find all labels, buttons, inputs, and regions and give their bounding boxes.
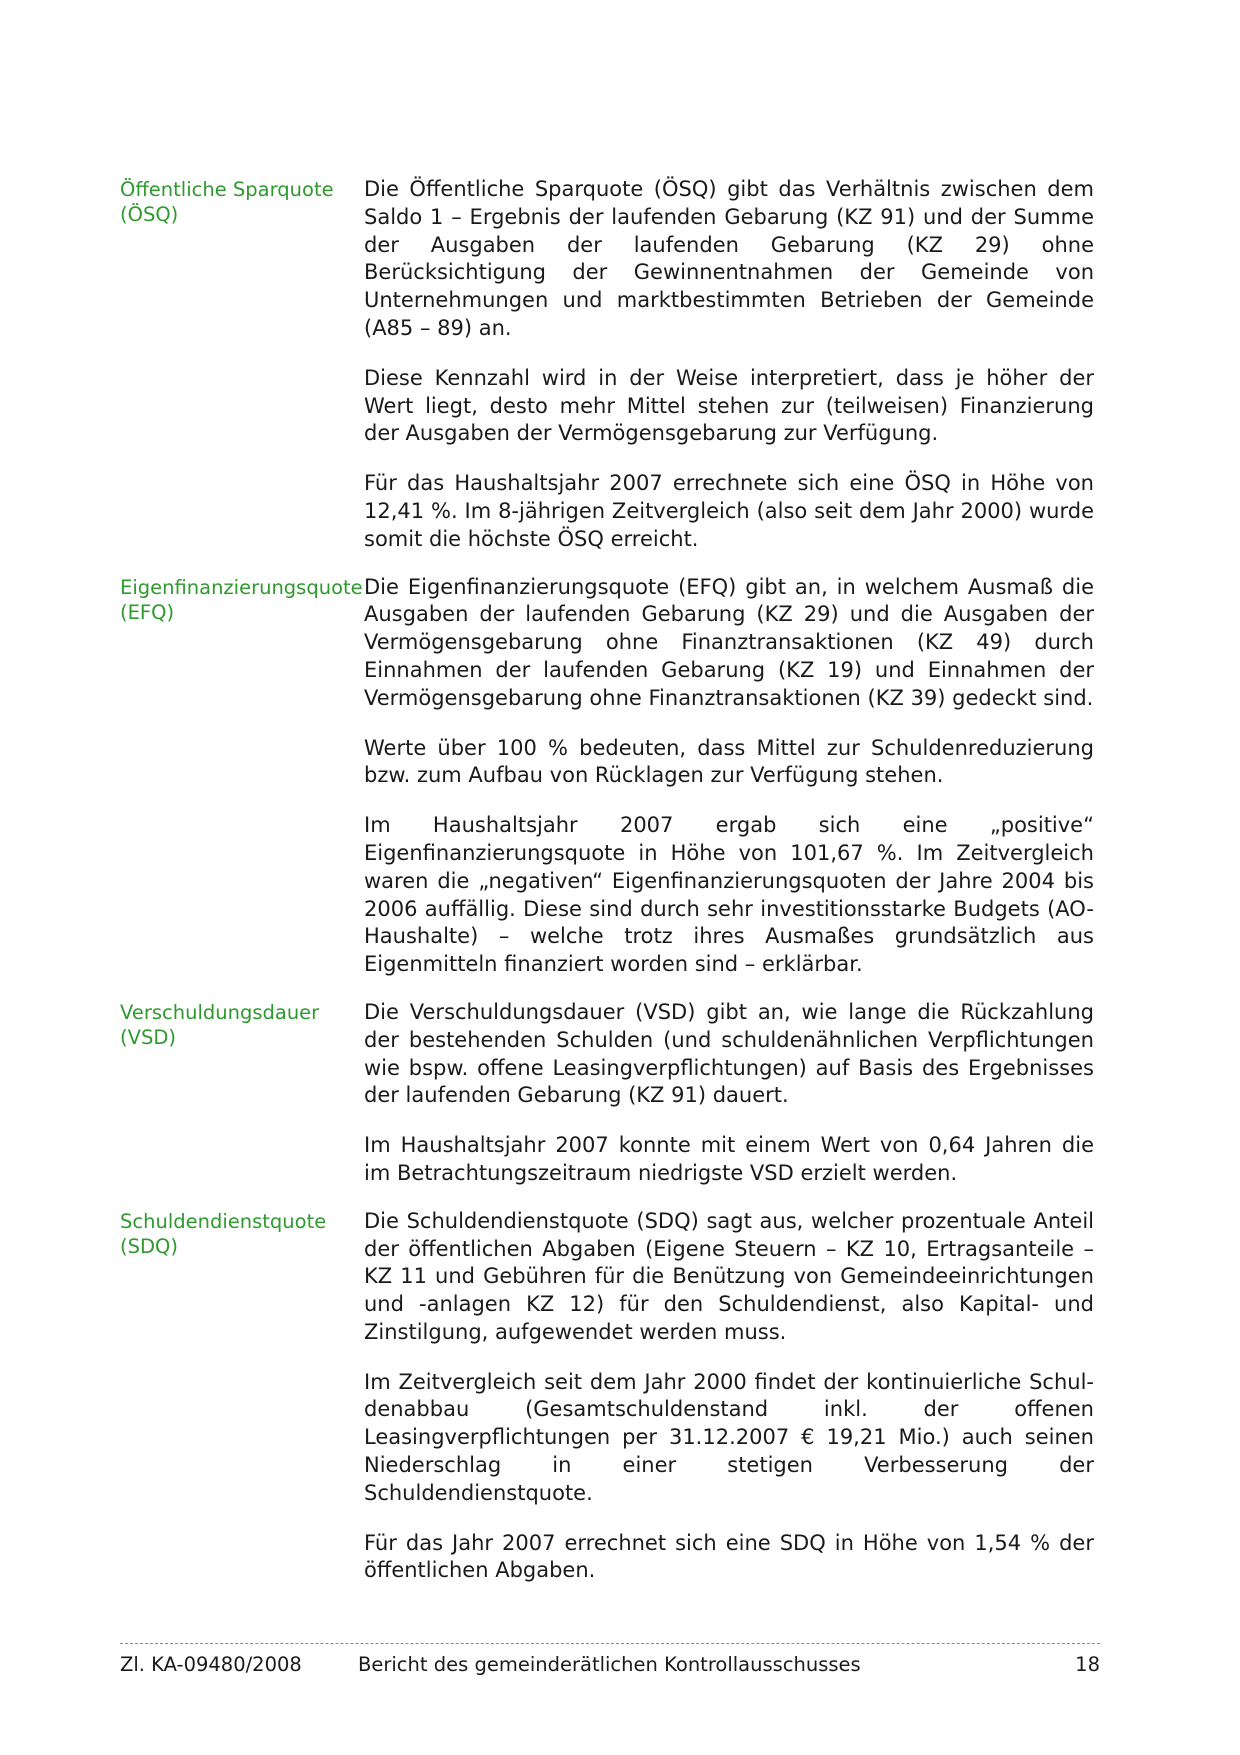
section-label bbox=[120, 1208, 364, 1259]
section-label-term: Verschuldungsdauer bbox=[120, 1000, 320, 1024]
section-body bbox=[364, 999, 1094, 1188]
section-label-abbreviation: (ÖSQ) bbox=[120, 203, 179, 226]
paragraph: Die Verschuldungsdauer (VSD) gibt an, wie lange die Rückzahlung der bestehenden Schulden (und schuldenähnlichen Verpflichtungen wie bspw. offene Leasingverpflichtungen) auf Basis des Ergebnisses der laufenden Gebarung (KZ 91) dauert. bbox=[364, 999, 1094, 1108]
section-label-term: Eigenfinanzierungsquote bbox=[120, 575, 363, 599]
paragraph: Für das Haushaltsjahr 2007 errechnete sich eine ÖSQ in Höhe von 12,41 %. Im 8-jährigen Zeitvergleich (also seit dem Jahr 2000) wurde somit die höchste ÖSQ erreicht. bbox=[364, 471, 1094, 551]
paragraph: Die Schuldendienstquote (SDQ) sagt aus, welcher prozentuale Anteil der öffentlichen Abgaben (Eigene Steuern – KZ 10, Ertragsanteile – KZ 11 und Gebühren für die Benützung von Gemeindeeinrichtungen und -anlagen KZ 12) für den Schuldendienst, also Kapital- und Zinstilgung, aufgewendet werden muss. bbox=[364, 1208, 1094, 1344]
section-label-term: Öffentliche Sparquote bbox=[120, 178, 334, 201]
section-oesq bbox=[120, 176, 1100, 554]
section-label-abbreviation: (SDQ) bbox=[120, 1234, 178, 1258]
paragraph: Die Eigenfinanzierungsquote (EFQ) gibt an, in welchem Ausmaß die Ausgaben der laufenden Gebarung (KZ 29) und die Ausgaben der Vermögensgebarung ohne Finanztransaktionen (KZ 49) durch Einnahmen der laufenden Gebarung (KZ 19) und Einnahmen der Vermögensgebarung ohne Finanztransaktionen (KZ 39) gedeckt sind. bbox=[364, 574, 1094, 710]
section-body bbox=[364, 574, 1094, 979]
paragraph: Diese Kennzahl wird in der Weise interpretiert, dass je höher der Wert liegt, desto mehr Mittel stehen zur (teilweisen) Finanzierung der Ausgaben der Vermögensgebarung zur Verfügung. bbox=[364, 365, 1094, 446]
page-content bbox=[120, 176, 1100, 1585]
section-label bbox=[120, 574, 364, 625]
section-body bbox=[364, 176, 1094, 554]
page-number: 18 bbox=[1075, 1653, 1100, 1676]
section-efq bbox=[120, 574, 1100, 979]
section-body bbox=[364, 1208, 1094, 1586]
paragraph: Für das Jahr 2007 errechnet sich eine SDQ in Höhe von 1,54 % der öffentlichen Abgaben. bbox=[364, 1530, 1094, 1583]
footer-reference: Zl. KA-09480/2008 bbox=[120, 1653, 302, 1676]
page-footer bbox=[120, 1643, 1100, 1677]
section-label bbox=[120, 176, 364, 227]
paragraph: Werte über 100 % bedeuten, dass Mittel zur Schuldenreduzierung bzw. zum Aufbau von Rücklagen zur Verfügung stehen. bbox=[364, 735, 1094, 788]
paragraph: Im Zeitvergleich seit dem Jahr 2000 findet der kontinuierliche Schuldenabbau (Gesamtschuldenstand inkl. der offenen Leasingverpflichtungen per 31.12.2007 € 19,21 Mio.) auch seinen Niederschlag in einer stetigen Verbesserung der Schuldendienstquote. bbox=[364, 1369, 1094, 1505]
section-label-abbreviation: (VSD) bbox=[120, 1025, 176, 1049]
section-label-term: Schuldendienstquote bbox=[120, 1209, 327, 1233]
section-label bbox=[120, 999, 364, 1050]
section-sdq bbox=[120, 1208, 1100, 1586]
section-label-abbreviation: (EFQ) bbox=[120, 600, 175, 624]
paragraph: Die Öffentliche Sparquote (ÖSQ) gibt das Verhältnis zwischen dem Saldo 1 – Ergebnis der laufenden Gebarung (KZ 91) und der Summe der Ausgaben der laufenden Gebarung (KZ 29) ohne Berücksichtigung der Gewinnentnahmen der Gemeinde von Unternehmungen und marktbestimmten Betrieben der Gemeinde (A85 – 89) an. bbox=[364, 177, 1094, 340]
paragraph: Im Haushaltsjahr 2007 ergab sich eine „positive“ Eigenfinanzierungsquote in Höhe von 101,67 %. Im Zeitvergleich waren die „negativen“ Eigenfinanzierungsquoten der Jahre 2004 bis 2006 auffällig. Diese sind durch sehr investitionsstarke Budgets (AO-Haushalte) – welche trotz ihres Ausmaßes grundsätzlich aus Eigenmitteln finanziert worden sind – erklärbar. bbox=[364, 813, 1094, 977]
paragraph: Im Haushaltsjahr 2007 konnte mit einem Wert von 0,64 Jahren die im Betrachtungszeitraum niedrigste VSD erzielt werden. bbox=[364, 1133, 1094, 1185]
section-vsd bbox=[120, 999, 1100, 1188]
footer-title: Bericht des gemeinderätlichen Kontrollausschusses bbox=[358, 1653, 861, 1676]
